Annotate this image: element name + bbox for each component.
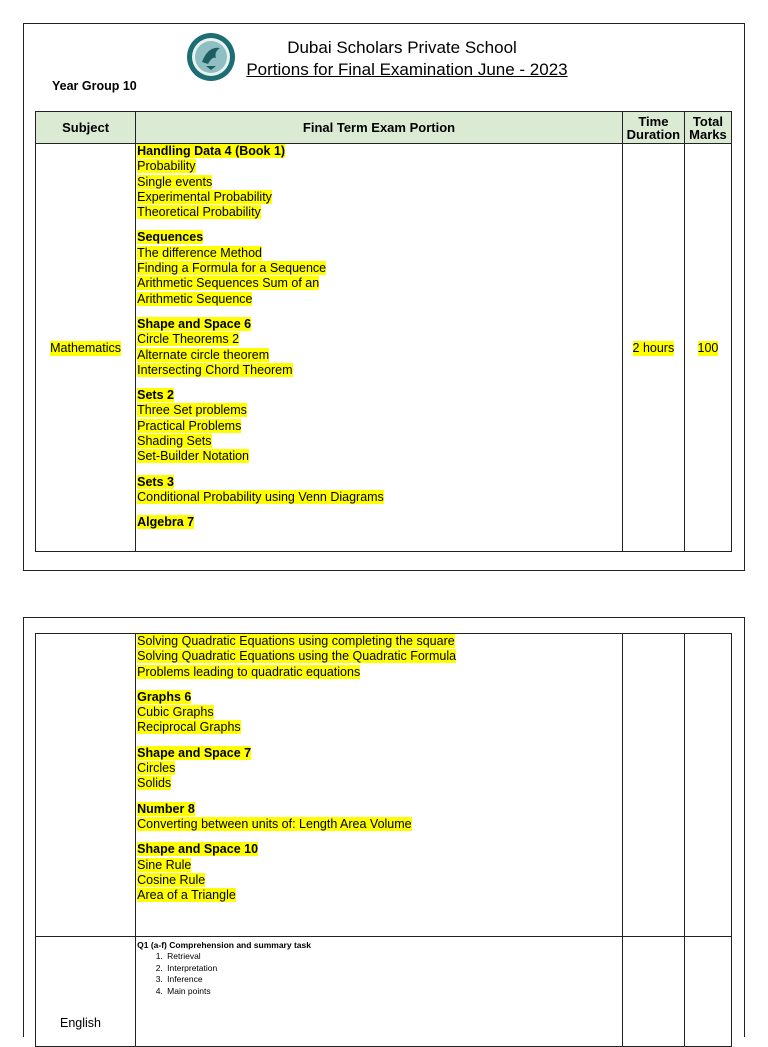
exam-title: Portions for Final Examination June - 2023 [246,60,568,79]
topic-item: Cosine Rule [137,872,206,887]
topic-block [137,388,622,464]
table-header-row [36,112,732,144]
topic-item: Alternate circle theorem [137,347,270,362]
topic-item: Experimental Probability [137,189,272,204]
english-q1-list [137,951,622,997]
english-q1-item: 3. Inference [165,974,622,986]
header-portion: Final Term Exam Portion [136,112,623,144]
topic-item: Arithmetic Sequence [137,291,253,306]
topic-item: Conditional Probability using Venn Diagrams [137,489,384,504]
subject-cell [36,144,136,552]
topic-item: Probability [137,159,196,174]
portion-table [35,111,732,552]
portion-cell [136,144,623,552]
topic-item: Single events [137,174,213,189]
table-row-mathematics [36,144,732,552]
topic-heading: Sets 2 [137,388,174,403]
english-q1-item: 4. Main points [165,986,622,998]
topic-item: Shading Sets [137,434,212,449]
topic-block [137,746,622,792]
header-time-line1: Time [638,113,669,129]
header-time-line2: Duration [626,126,681,142]
topic-heading: Handling Data 4 (Book 1) [137,144,286,158]
marks-cell [684,144,731,552]
time-duration-value: 2 hours [632,340,675,355]
header-subject: Subject [36,112,136,144]
topic-block [137,690,622,736]
topic-heading: Sets 3 [137,474,174,489]
topic-heading: Algebra 7 [137,515,195,530]
topic-item: Solids [137,776,172,791]
topic-item: Problems leading to quadratic equations [137,664,361,679]
topic-item: Converting between units of: Length Area Volume [137,816,412,831]
subject-english: English [60,1016,101,1030]
topic-item: The difference Method [137,245,262,260]
portion-cell [136,937,623,1047]
topic-block [137,230,622,306]
topic-item: Cubic Graphs [137,705,214,720]
portion-table-continued [35,633,732,1047]
topic-item: Circles [137,761,176,776]
time-cell [622,937,684,1047]
topic-item: Finding a Formula for a Sequence [137,261,327,276]
topic-item: Set-Builder Notation [137,449,250,464]
school-name: Dubai Scholars Private School [287,38,517,57]
english-q1-heading: Q1 (a-f) Comprehension and summary task [137,940,311,950]
time-cell [622,144,684,552]
marks-cell [684,634,731,937]
subject-cell [36,937,136,1047]
topic-heading: Graphs 6 [137,689,192,704]
topic-block [137,144,622,220]
topic-item: Theoretical Probability [137,205,261,220]
topic-item: Reciprocal Graphs [137,720,241,735]
topic-item: Area of a Triangle [137,888,236,903]
topic-block [137,317,622,378]
topic-heading: Sequences [137,230,204,245]
topic-block [137,842,622,903]
topic-item: Arithmetic Sequences Sum of an [137,276,320,291]
topic-item: Three Set problems [137,403,247,418]
page-1 [23,23,745,571]
time-cell [622,634,684,937]
topic-heading: Shape and Space 7 [137,745,252,760]
page-2 [23,617,745,1037]
topic-item: Sine Rule [137,857,192,872]
topic-item: Solving Quadratic Equations using the Quadratic Formula [137,649,457,664]
marks-cell [684,937,731,1047]
school-crest-icon [186,32,236,82]
topic-block [137,475,622,506]
topic-heading: Shape and Space 6 [137,316,252,331]
english-q1-item: 1. Retrieval [165,951,622,963]
topic-block [137,802,622,833]
topic-item: Solving Quadratic Equations using completing the square [137,634,455,648]
portion-cell [136,634,623,937]
table-row-mathematics-continued [36,634,732,937]
topic-item: Practical Problems [137,418,242,433]
header-time [622,112,684,144]
topic-item: Intersecting Chord Theorem [137,362,293,377]
topic-block [137,634,622,680]
total-marks-value: 100 [697,340,719,355]
header-marks-line2: Marks [689,126,727,142]
topic-heading: Shape and Space 10 [137,842,259,857]
subject-mathematics: Mathematics [50,340,121,355]
topic-heading: Number 8 [137,801,195,816]
table-row-english [36,937,732,1047]
topic-item: Circle Theorems 2 [137,332,240,347]
header-marks-line1: Total [692,113,723,129]
year-group-label: Year Group 10 [52,79,137,93]
topic-block [137,515,622,530]
header-marks [684,112,731,144]
english-q1-item: 2. Interpretation [165,963,622,975]
subject-cell [36,634,136,937]
